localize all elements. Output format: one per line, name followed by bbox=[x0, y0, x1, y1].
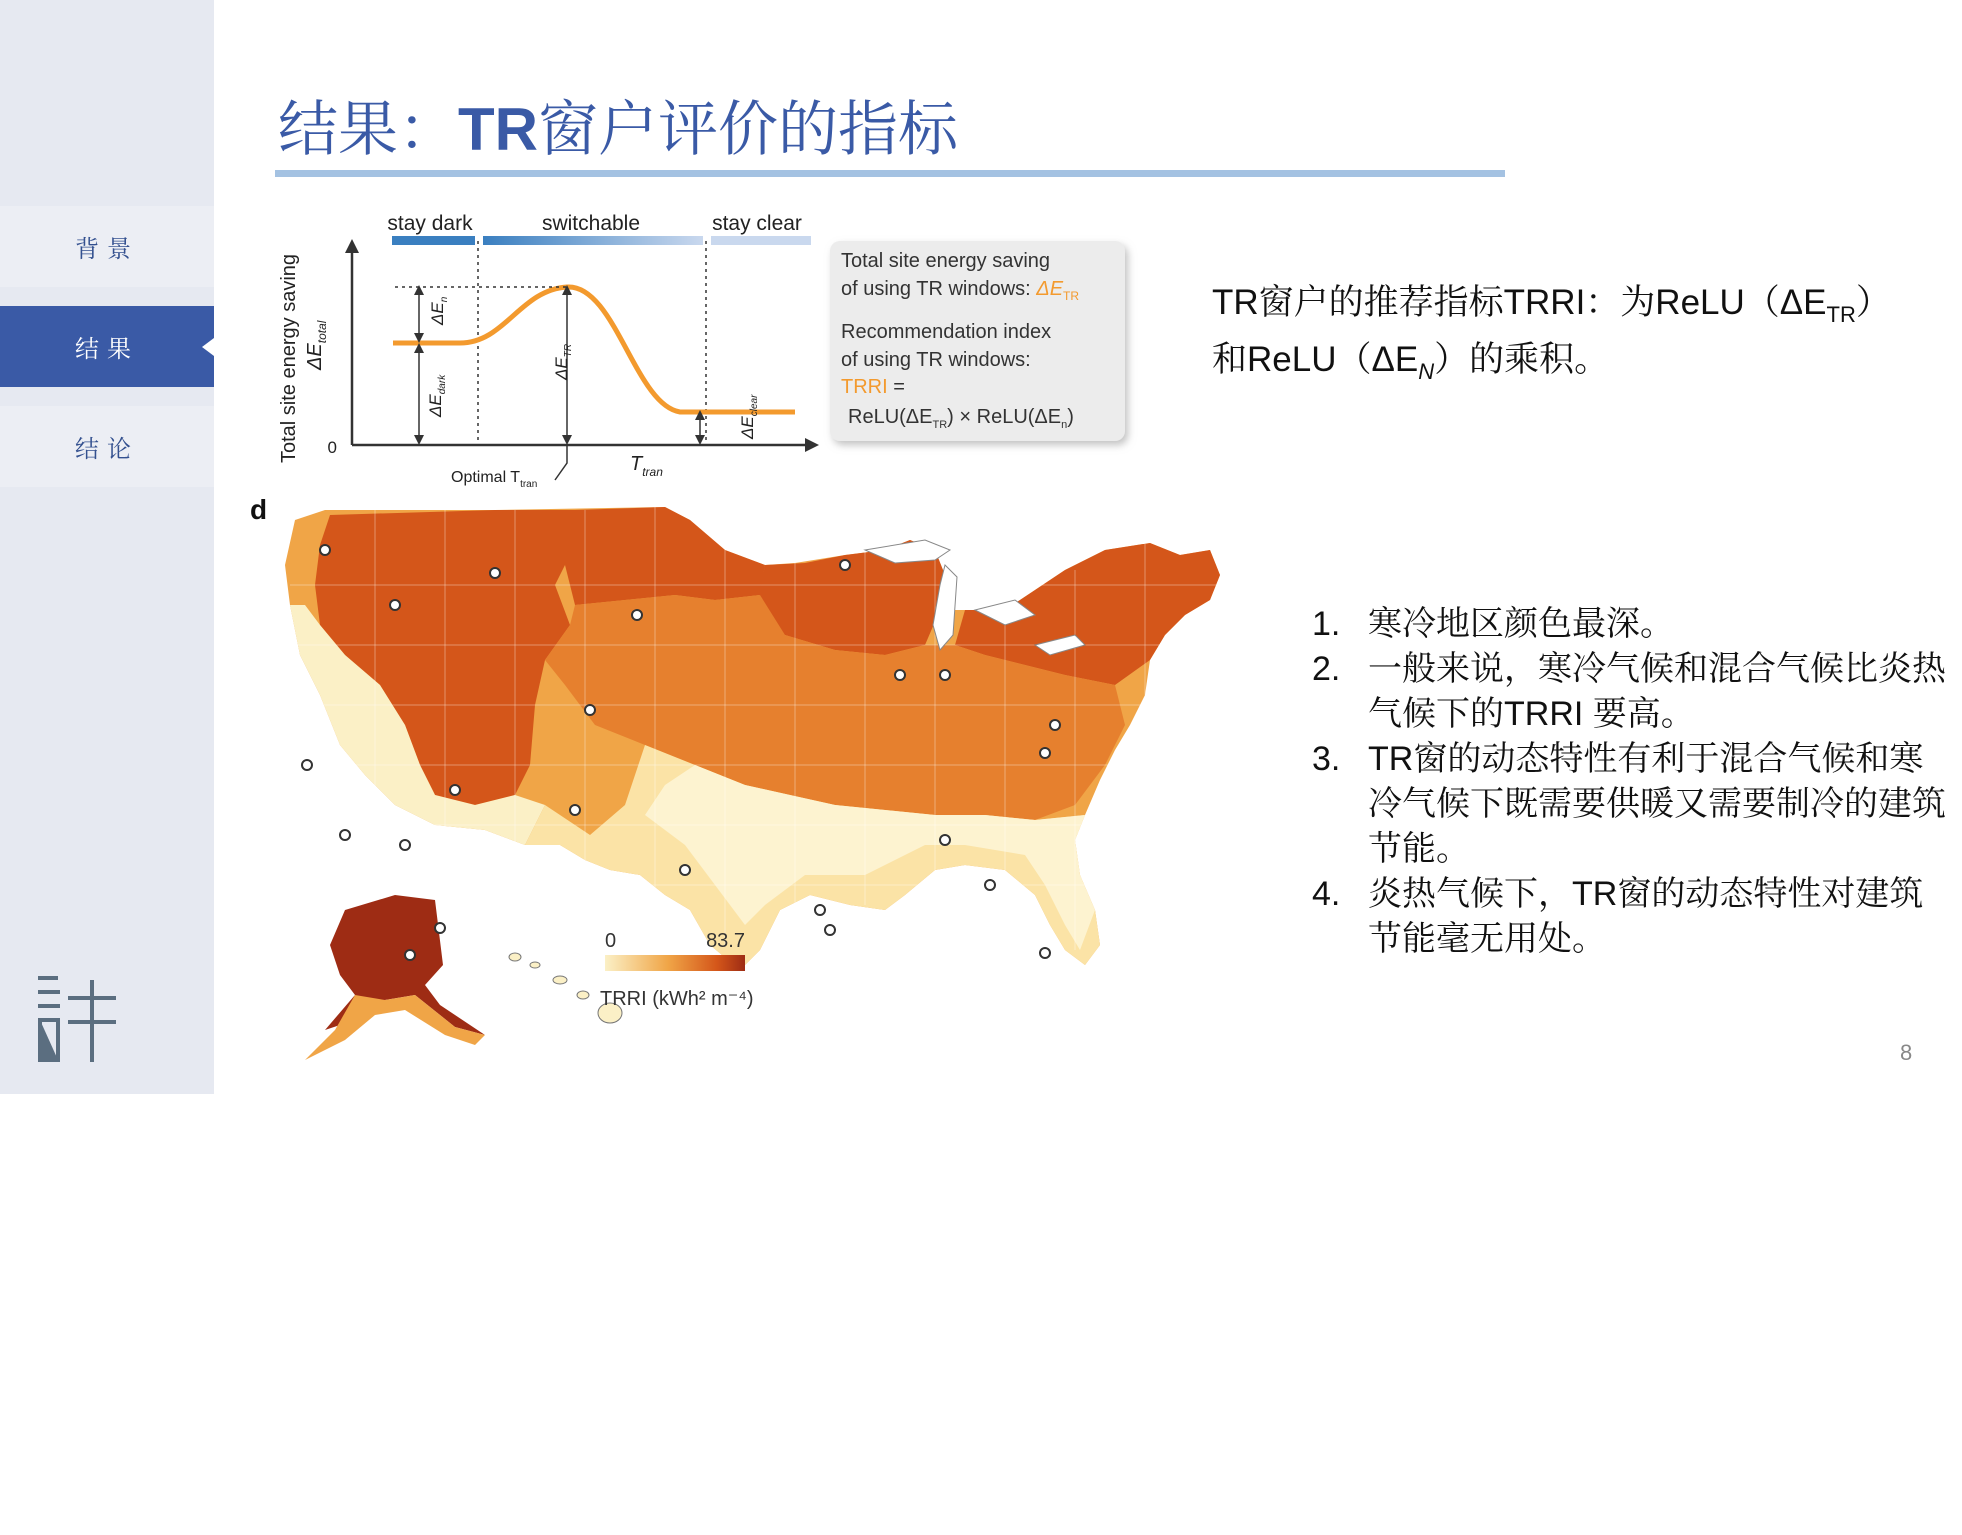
page-title bbox=[278, 82, 958, 168]
list-item: 2. 一般来说，寒冷气候和混合气候比炎热气候下的TRRI 要高。 bbox=[1312, 650, 1946, 733]
callout-line: Recommendation index bbox=[841, 321, 1052, 343]
title-suffix: 窗户评价的指标 bbox=[537, 96, 958, 163]
recommendation-line: 和$ReLU(\Delta E_N)$的乘积。 bbox=[1212, 340, 1610, 384]
findings-list bbox=[1312, 602, 1952, 962]
list-item: 3. TR窗的动态特性有利于混合气候和寒冷气候下既需要供暖又需要制冷的建筑节能。 bbox=[1312, 740, 1946, 868]
colorbar-min-label: 0 bbox=[605, 930, 617, 952]
dEn-label: $\Delta E_n$ bbox=[428, 296, 450, 325]
optimal-label: Optimal $T_{tran}$ bbox=[451, 469, 538, 490]
energy-saving-curve bbox=[393, 287, 795, 412]
title-prefix: 结果： bbox=[278, 96, 458, 163]
list-item: 1. 寒冷地区颜色最深。 bbox=[1312, 605, 1674, 643]
active-pointer-icon bbox=[202, 338, 214, 356]
y-zero-label: 0 bbox=[327, 438, 337, 457]
x-axis-label: $T_{tran}$ bbox=[630, 453, 663, 479]
callout-formula: $ReLU(\Delta E_{TR})$ × $ReLU(\Delta E_n)$ bbox=[848, 406, 1074, 431]
callout-line: of using TR windows: $\Delta E_{TR}$ bbox=[841, 278, 1080, 303]
arrow-head-icon bbox=[562, 435, 572, 445]
list-item: 4. 炎热气候下，TR窗的动态特性对建筑节能毫无用处。 bbox=[1312, 875, 1924, 958]
dEclear-label: $\Delta E_{clear}$ bbox=[738, 394, 760, 439]
colorbar bbox=[605, 955, 745, 971]
panel-label: d bbox=[250, 494, 268, 525]
concept-chart bbox=[278, 212, 819, 490]
sidebar-item-results[interactable] bbox=[0, 306, 214, 387]
zone-bar-dark bbox=[392, 236, 475, 245]
y-axis-arrow-icon bbox=[345, 239, 359, 253]
colorbar-title: TRRI (kWh² m⁻⁴) bbox=[600, 988, 754, 1010]
colorbar-max-label: 83.7 bbox=[706, 930, 745, 952]
callout-line: Total site energy saving bbox=[841, 250, 1051, 272]
map-region-plains-north bbox=[565, 507, 765, 605]
title-divider bbox=[275, 170, 1505, 177]
zone-label-clear: stay clear bbox=[712, 212, 802, 235]
callout-line: TRRI = bbox=[841, 376, 905, 398]
trri-callout bbox=[830, 241, 1125, 441]
sidebar-item-conclusion[interactable] bbox=[0, 406, 214, 487]
usa-trri-map bbox=[250, 494, 1220, 1060]
title-bold: TR bbox=[458, 96, 538, 163]
sidebar-item-label: 结论 bbox=[75, 436, 139, 463]
zone-label-switchable: switchable bbox=[541, 212, 641, 235]
arrow-head-icon bbox=[414, 435, 424, 445]
zone-bar-clear bbox=[711, 236, 811, 245]
x-axis-arrow-icon bbox=[805, 438, 819, 452]
sidebar-item-label: 结果 bbox=[75, 336, 139, 363]
arrow-head-icon bbox=[695, 435, 705, 445]
dETR-label: $\Delta E_{TR}$ bbox=[552, 343, 574, 380]
y-axis-symbol: $\Delta E_{total}$ bbox=[304, 320, 329, 370]
logo-icon bbox=[36, 976, 120, 1064]
callout-line: of using TR windows: bbox=[841, 349, 1031, 371]
zone-bar-switchable bbox=[483, 236, 703, 245]
recommendation-text bbox=[1212, 280, 1952, 394]
zone-label-dark: stay dark bbox=[387, 212, 473, 235]
y-axis-label: Total site energy saving bbox=[278, 253, 300, 463]
recommendation-line: TR窗户的推荐指标TRRI：为$ReLU(\Delta E_{TR})$ bbox=[1212, 283, 1891, 327]
sidebar-item-label: 背景 bbox=[75, 236, 139, 263]
arrow-head-icon bbox=[414, 285, 424, 295]
sidebar-item-background[interactable] bbox=[0, 206, 214, 287]
sidebar bbox=[0, 0, 214, 1094]
trri-figure bbox=[245, 205, 1235, 1065]
page-number: 8 bbox=[1900, 1040, 1913, 1065]
optimal-leader bbox=[555, 445, 567, 480]
dEdark-label: $\Delta E_{dark}$ bbox=[426, 374, 448, 417]
